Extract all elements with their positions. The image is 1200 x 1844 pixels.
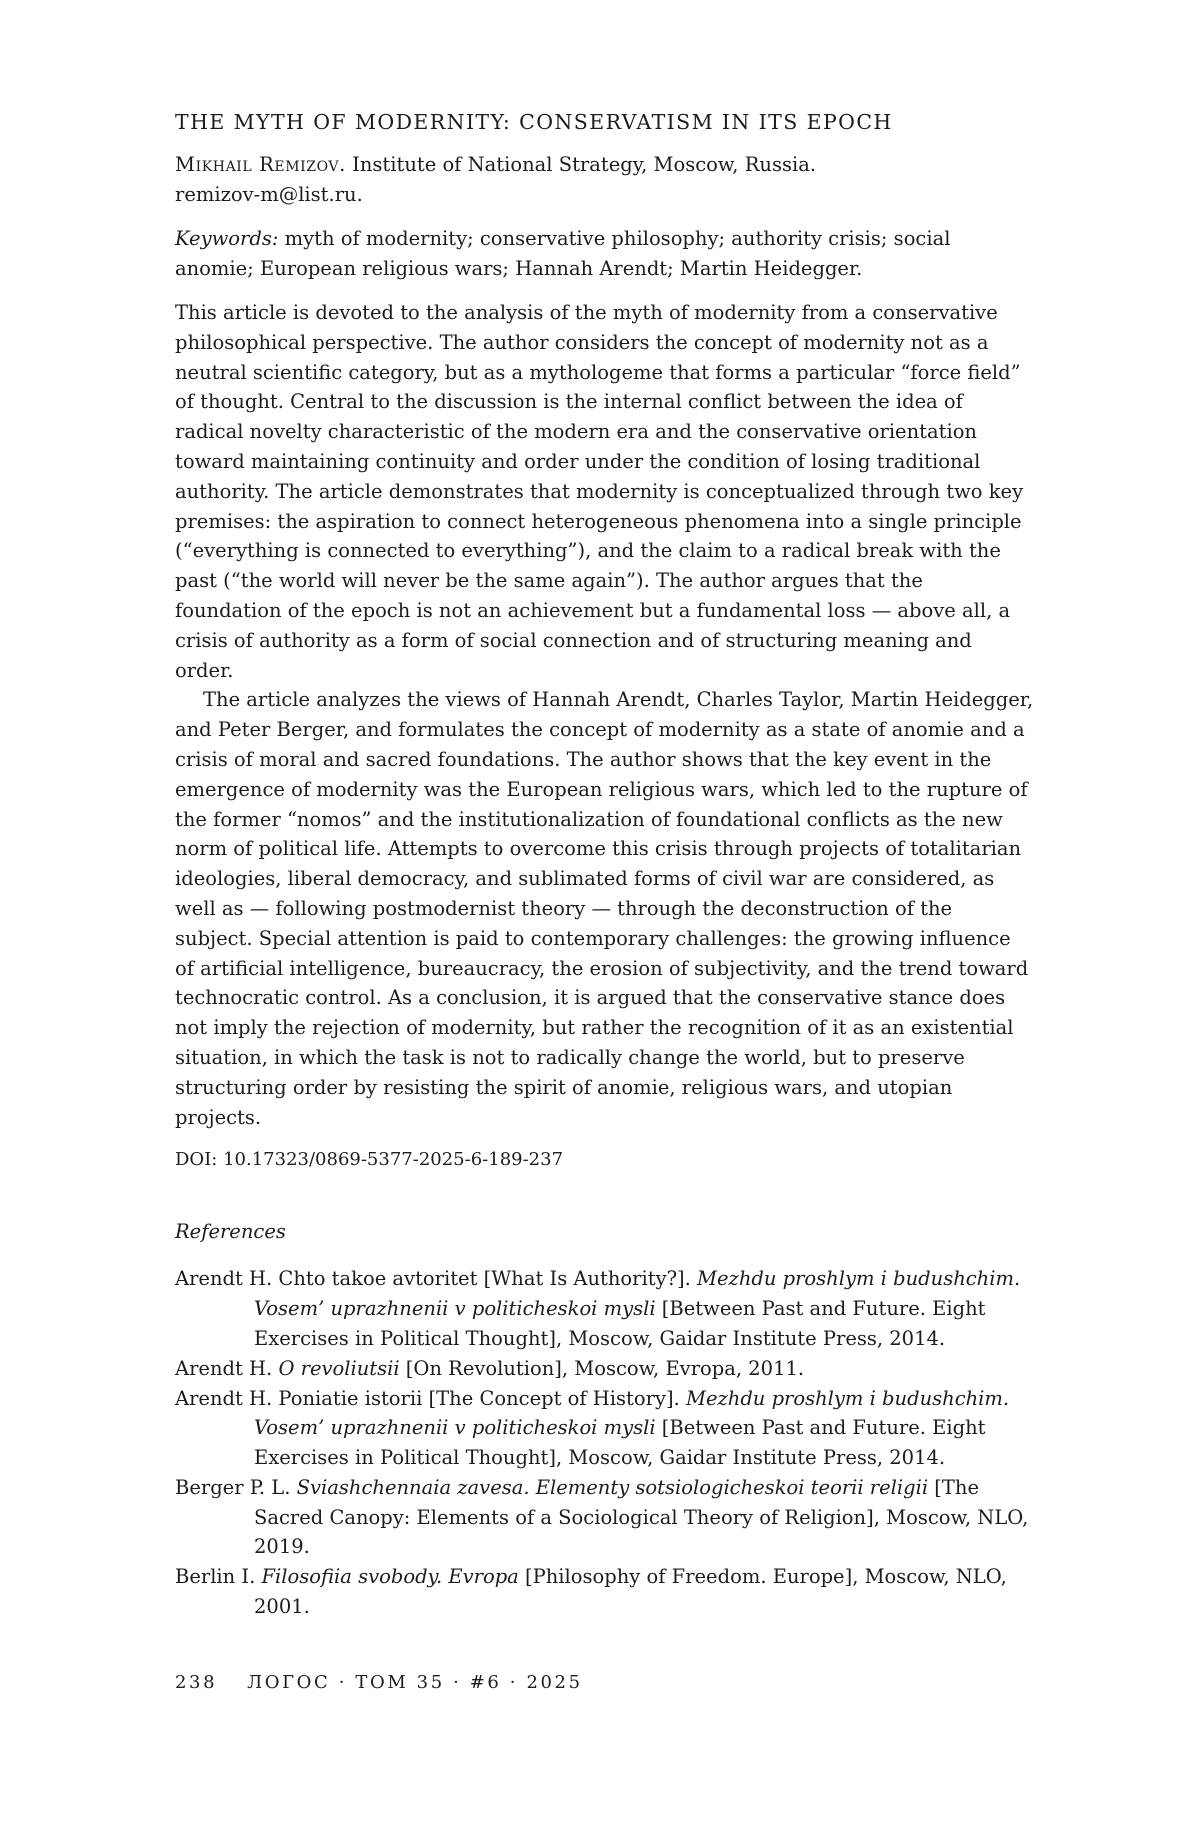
reference-text: [Philosophy of Freedom. Europe], Moscow, NLO, 2001. (254, 1565, 1007, 1619)
author-name: Mikhail Remizov. (175, 153, 346, 176)
keywords-label: Keywords: (175, 227, 279, 250)
article-content (175, 108, 1035, 1622)
reference-title: Filosofiia svobody. Evropa (261, 1565, 519, 1589)
reference-text: Arendt H. (175, 1356, 279, 1380)
reference-text: [Between Past and Future. Eight Exercises in Political Thought], Moscow, Gaidar Institute Press, 2014. (254, 1297, 986, 1350)
reference-text: [Between Past and Future. Eight Exercises in Political Thought], Moscow, Gaidar Institute Press, 2014. (254, 1416, 986, 1470)
abstract (175, 298, 1035, 1132)
reference-text: Berger P. L. (175, 1475, 297, 1499)
page-number: 238 (175, 1672, 218, 1693)
reference-item (175, 1354, 1035, 1384)
author-affiliation: Institute of National Strategy, Moscow, Russia. (345, 153, 817, 176)
article-title: THE MYTH OF MODERNITY: CONSERVATISM IN ITS EPOCH (175, 110, 893, 134)
reference-text: Berlin I. (175, 1565, 262, 1589)
reference-text: [The Sacred Canopy: Elements of a Sociological Theory of Religion], Moscow, NLO, 2019. (254, 1475, 1029, 1559)
author-email: remizov-m@list.ru. (175, 183, 363, 206)
abstract-paragraph: This article is devoted to the analysis of the myth of modernity from a conservative philosophical perspective. The author considers the concept of modernity not as a neutral scientific category, but as a mythologeme that forms a particular “force field” of thought. Central to the discussion is the internal conflict between the idea of radical novelty characteristic of the modern era and the conservative orientation toward maintaining continuity and order under the condition of losing traditional authority. The article demonstrates that modernity is conceptualized through two key premises: the aspiration to connect heterogeneous phenomena into a single principle (“everything is connected to everything”), and the claim to a radical break with the past (“the world will never be the same again”). The author argues that the foundation of the epoch is not an achievement but a fundamental loss — above all, a crisis of authority as a form of social connection and of structuring meaning and order. (175, 301, 1024, 682)
keywords (175, 224, 1035, 284)
doi: DOI: 10.17323/0869-5377-2025-6-189-237 (175, 1149, 564, 1171)
reference-title: Sviashchennaia zavesa. Elementy sotsiologicheskoi teorii religii (296, 1475, 929, 1499)
author-block (175, 150, 1035, 210)
reference-item (175, 1264, 1035, 1353)
reference-text: [On Revolution], Moscow, Evropa, 2011. (399, 1356, 805, 1380)
reference-item (175, 1384, 1035, 1473)
references-heading: References (175, 1220, 286, 1244)
reference-title: Mezhdu proshlym i budushchim. Vosem’ uprazhnenii v politicheskoi mysli (254, 1267, 1021, 1321)
reference-text: Arendt H. Poniatie istorii [The Concept of History]. (175, 1386, 686, 1410)
keywords-text: myth of modernity; conservative philosophy; authority crisis; social anomie; European religious wars; Hannah Arendt; Martin Heidegger. (175, 227, 951, 280)
references-list (175, 1264, 1035, 1622)
journal-info: ЛОГОС · ТОМ 35 · #6 · 2025 (247, 1672, 583, 1693)
reference-title: Mezhdu proshlym i budushchim. Vosem’ uprazhnenii v politicheskoi mysli (254, 1386, 1010, 1440)
reference-item (175, 1562, 1035, 1622)
reference-text: Arendt H. Chto takoe avtoritet [What Is Authority?]. (175, 1267, 698, 1291)
page-footer (175, 1672, 583, 1693)
abstract-paragraph: The article analyzes the views of Hannah Arendt, Charles Taylor, Martin Heidegger, and Peter Berger, and formulates the concept of modernity as a state of anomie and a crisis of moral and sacred foundations. The author shows that the key event in the emergence of modernity was the European religious wars, which led to the rupture of the former “nomos” and the institutionalization of foundational conflicts as the new norm of political life. Attempts to overcome this crisis through projects of totalitarian ideologies, liberal democracy, and sublimated forms of civil war are considered, as well as — following postmodernist theory — through the deconstruction of the subject. Special attention is paid to contemporary challenges: the growing influence of artificial intelligence, bureaucracy, the erosion of subjectivity, and the trend toward technocratic control. As a conclusion, it is argued that the conservative stance does not imply the rejection of modernity, but rather the recognition of it as an existential situation, in which the task is not to radically change the world, but to preserve structuring order by resisting the spirit of anomie, religious wars, and utopian projects. (175, 688, 1034, 1129)
reference-item (175, 1473, 1035, 1562)
reference-title: O revoliutsii (278, 1356, 400, 1380)
